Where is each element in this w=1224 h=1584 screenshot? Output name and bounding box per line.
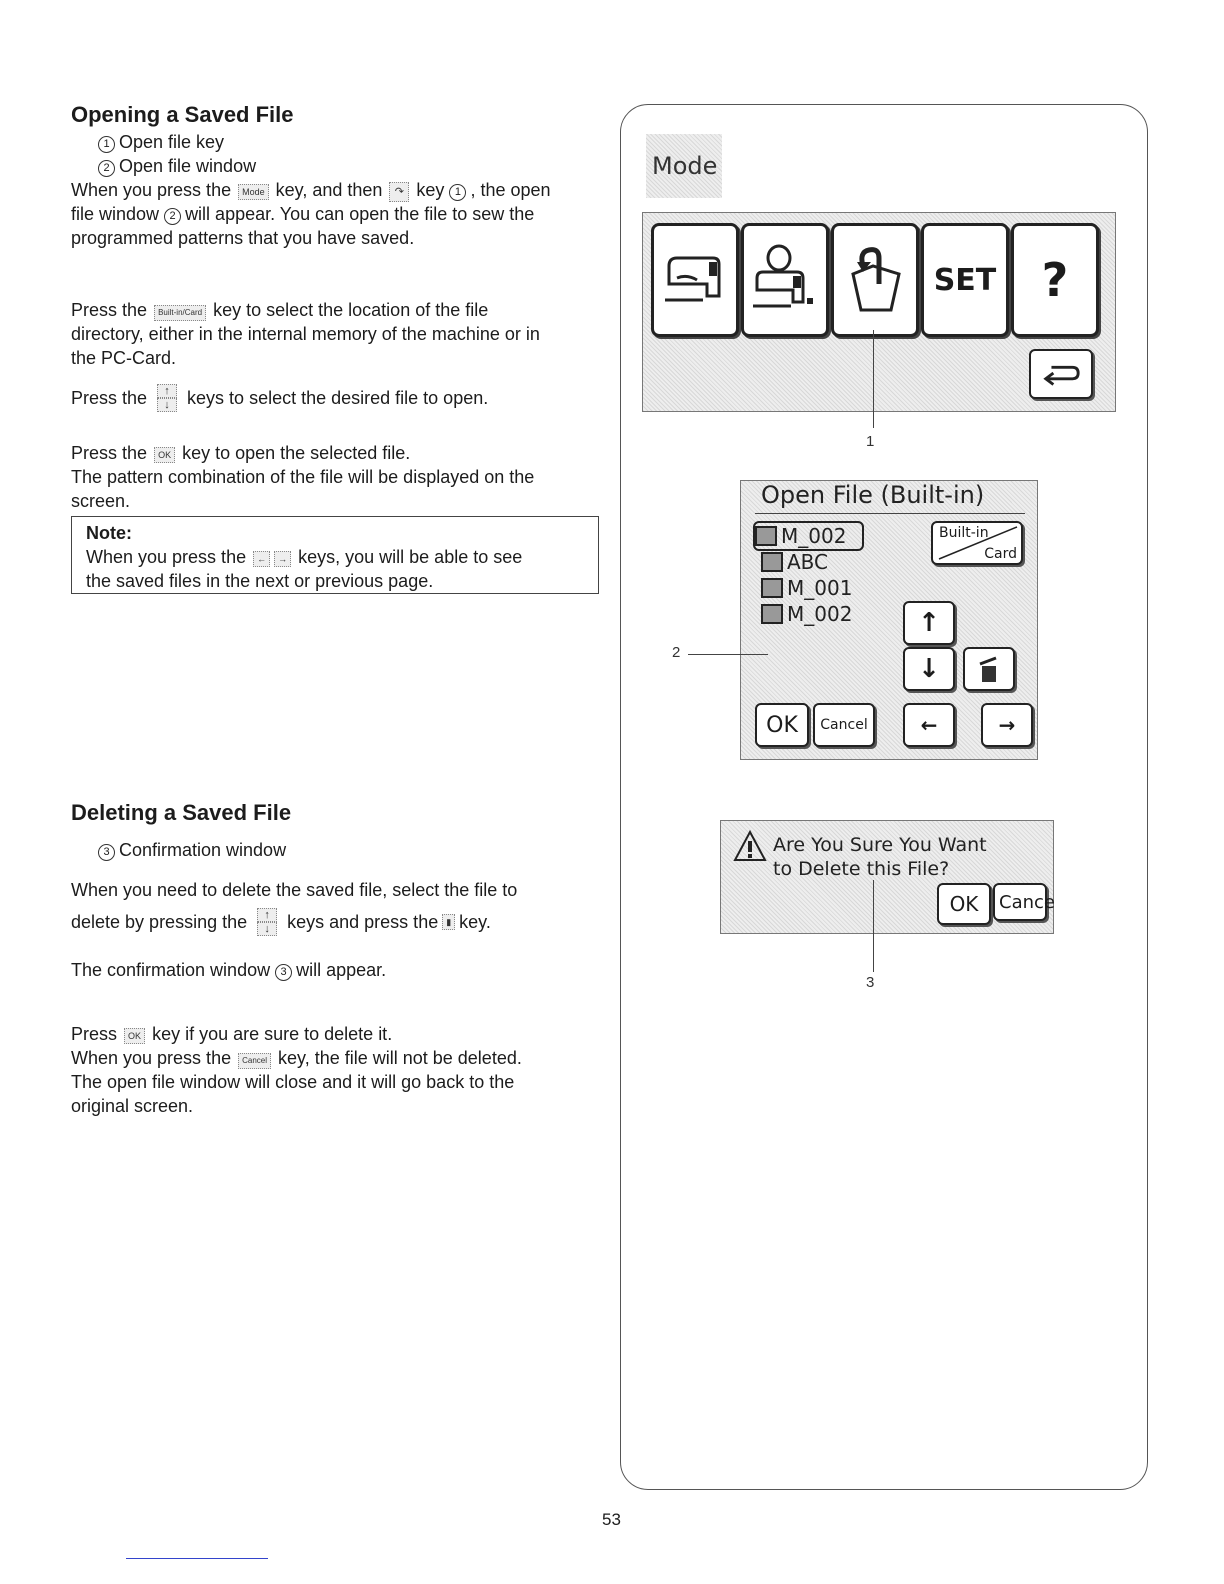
down-arrow-icon: ↓ bbox=[257, 922, 277, 936]
file-name: M_002 bbox=[781, 524, 847, 548]
file-icon bbox=[761, 578, 783, 598]
card-label: Card bbox=[984, 546, 1017, 562]
text: file window bbox=[71, 204, 160, 224]
callout-number: 1 bbox=[98, 136, 115, 153]
embroidery-mode-button[interactable] bbox=[741, 223, 829, 337]
open-file-window bbox=[740, 480, 1038, 760]
paragraph-open-1 bbox=[71, 178, 611, 250]
paragraph-delete-3 bbox=[71, 1022, 611, 1118]
line: screen. bbox=[71, 491, 131, 511]
text: keys and press the bbox=[287, 912, 439, 932]
warning-icon bbox=[733, 829, 767, 863]
confirm-message bbox=[773, 833, 987, 881]
confirm-line: Are You Sure You Want bbox=[773, 834, 987, 856]
text: key bbox=[416, 180, 445, 200]
cancel-button[interactable] bbox=[813, 703, 875, 747]
file-icon bbox=[761, 552, 783, 572]
page-number: 53 bbox=[602, 1510, 621, 1529]
paragraph-open-2 bbox=[71, 298, 611, 370]
line bbox=[71, 908, 611, 936]
prev-page-key-icon: ← bbox=[253, 551, 270, 567]
callout-1: 1 bbox=[866, 433, 875, 450]
help-icon: ? bbox=[1041, 253, 1069, 307]
text: keys to select the desired file to open. bbox=[187, 388, 489, 408]
line: the saved files in the next or previous page. bbox=[86, 571, 434, 591]
line: the PC-Card. bbox=[71, 348, 177, 368]
next-page-key-icon: → bbox=[274, 551, 291, 567]
line bbox=[71, 441, 611, 465]
confirm-cancel-button[interactable] bbox=[993, 883, 1055, 921]
prev-page-button[interactable] bbox=[903, 703, 955, 747]
text: key to open the selected file. bbox=[182, 443, 411, 463]
callout-2: 2 bbox=[672, 644, 681, 661]
title-divider bbox=[755, 513, 1025, 514]
text: The confirmation window bbox=[71, 960, 271, 980]
line: directory, either in the internal memory of the machine or in bbox=[71, 324, 540, 344]
ok-button[interactable] bbox=[755, 703, 809, 747]
file-icon bbox=[761, 604, 783, 624]
legend-item-open-file-key bbox=[98, 130, 224, 154]
callout-line-3 bbox=[873, 880, 874, 972]
help-button[interactable] bbox=[1011, 223, 1099, 337]
mode-screen bbox=[642, 212, 1116, 412]
builtin-card-toggle-button[interactable] bbox=[931, 521, 1023, 565]
note-title: Note: bbox=[86, 523, 132, 543]
return-icon bbox=[1040, 359, 1082, 389]
mode-tab[interactable] bbox=[646, 134, 722, 198]
legend-text: Open file key bbox=[119, 132, 225, 152]
section-title-deleting: Deleting a Saved File bbox=[71, 800, 292, 825]
line bbox=[71, 1022, 611, 1046]
text: Press bbox=[71, 1024, 118, 1044]
trash-icon bbox=[974, 654, 1004, 684]
scroll-up-button[interactable] bbox=[903, 601, 955, 645]
up-arrow-icon: ↑ bbox=[257, 908, 277, 922]
paragraph-delete-2 bbox=[71, 958, 386, 982]
cancel-label: Cance bbox=[999, 891, 1055, 913]
open-file-key-icon: ↷ bbox=[389, 182, 409, 202]
callout-number: 1 bbox=[449, 184, 466, 201]
confirm-line: to Delete this File? bbox=[773, 858, 950, 880]
up-arrow-icon: ↑ bbox=[157, 384, 177, 398]
embroidery-icon bbox=[753, 244, 817, 316]
text: key. bbox=[459, 912, 491, 932]
open-file-icon bbox=[843, 244, 907, 316]
file-name: M_002 bbox=[787, 602, 853, 626]
legend-item-open-file-window bbox=[98, 154, 256, 178]
file-item[interactable] bbox=[761, 549, 828, 575]
builtin-card-key-icon: Built-in/Card bbox=[154, 305, 206, 321]
sewing-machine-icon bbox=[663, 244, 727, 316]
ok-key-icon: OK bbox=[124, 1028, 145, 1044]
callout-number: 3 bbox=[275, 964, 292, 981]
callout-number: 2 bbox=[164, 208, 181, 225]
file-item-selected[interactable] bbox=[753, 521, 864, 551]
note-box bbox=[71, 516, 599, 594]
sewing-mode-button[interactable] bbox=[651, 223, 739, 337]
text: will appear. You can open the file to sew the bbox=[185, 204, 535, 224]
legend-item-confirmation-window bbox=[98, 838, 286, 862]
text: When you press the bbox=[71, 180, 232, 200]
delete-key-icon: ▮ bbox=[442, 914, 455, 930]
line bbox=[71, 202, 611, 226]
text: key to select the location of the file bbox=[213, 300, 489, 320]
diagonal-divider-icon bbox=[933, 523, 1021, 563]
file-name: ABC bbox=[787, 550, 829, 574]
down-arrow-icon: ↓ bbox=[157, 398, 177, 412]
text: Press the bbox=[71, 388, 148, 408]
legend-text: Confirmation window bbox=[119, 840, 287, 860]
text: When you press the bbox=[86, 547, 247, 567]
line: When you need to delete the saved file, select the file to bbox=[71, 880, 518, 900]
ok-label: OK bbox=[766, 712, 798, 738]
text: will appear. bbox=[296, 960, 387, 980]
confirm-ok-button[interactable] bbox=[937, 883, 991, 925]
text: key, and then bbox=[275, 180, 383, 200]
callout-line-1 bbox=[873, 330, 874, 428]
callout-line-2 bbox=[688, 654, 768, 655]
builtin-label: Built-in bbox=[939, 525, 989, 541]
line bbox=[71, 178, 611, 202]
line bbox=[71, 1046, 611, 1070]
ok-label: OK bbox=[949, 892, 979, 916]
legend-text: Open file window bbox=[119, 156, 257, 176]
scroll-down-button[interactable] bbox=[903, 647, 955, 691]
text: , the open bbox=[470, 180, 551, 200]
return-button[interactable] bbox=[1029, 349, 1093, 399]
line: The pattern combination of the file will be displayed on the bbox=[71, 467, 535, 487]
next-page-button[interactable] bbox=[981, 703, 1033, 747]
text: When you press the bbox=[71, 1048, 232, 1068]
text: key, the file will not be deleted. bbox=[278, 1048, 522, 1068]
prev-page-icon: ← bbox=[920, 713, 938, 737]
file-icon bbox=[755, 526, 777, 546]
set-label: SET bbox=[933, 262, 997, 298]
delete-file-button[interactable] bbox=[963, 647, 1015, 691]
open-file-button[interactable] bbox=[831, 223, 919, 337]
text: Press the bbox=[71, 443, 148, 463]
paragraph-delete-1 bbox=[71, 878, 611, 936]
text: delete by pressing the bbox=[71, 912, 248, 932]
cancel-key-icon: Cancel bbox=[238, 1053, 271, 1069]
paragraph-open-4 bbox=[71, 441, 611, 513]
file-item[interactable] bbox=[761, 601, 852, 627]
line: The open file window will close and it will go back to the bbox=[71, 1072, 515, 1092]
up-down-keys-icon bbox=[255, 908, 279, 936]
line: programmed patterns that you have saved. bbox=[71, 228, 415, 248]
down-arrow-icon: ↓ bbox=[918, 654, 940, 684]
callout-number: 2 bbox=[98, 160, 115, 177]
set-button[interactable] bbox=[921, 223, 1009, 337]
file-item[interactable] bbox=[761, 575, 852, 601]
section-title-opening: Opening a Saved File bbox=[71, 102, 294, 127]
next-page-icon: → bbox=[998, 713, 1016, 737]
open-file-title: Open File (Built-in) bbox=[761, 481, 985, 509]
paragraph-open-3 bbox=[71, 384, 611, 412]
footer-rule bbox=[126, 1558, 268, 1559]
callout-3: 3 bbox=[866, 974, 875, 991]
text: Press the bbox=[71, 300, 148, 320]
up-down-keys-icon bbox=[155, 384, 179, 412]
cancel-label: Cancel bbox=[820, 717, 868, 733]
up-arrow-icon: ↑ bbox=[918, 608, 940, 638]
line bbox=[86, 545, 598, 569]
mode-key-icon: Mode bbox=[238, 184, 269, 200]
line bbox=[71, 298, 611, 322]
file-name: M_001 bbox=[787, 576, 853, 600]
callout-number: 3 bbox=[98, 844, 115, 861]
line: original screen. bbox=[71, 1096, 194, 1116]
confirmation-window bbox=[720, 820, 1054, 934]
text: keys, you will be able to see bbox=[298, 547, 523, 567]
mode-label: Mode bbox=[652, 152, 718, 180]
text: key if you are sure to delete it. bbox=[152, 1024, 393, 1044]
ok-key-icon: OK bbox=[154, 447, 175, 463]
